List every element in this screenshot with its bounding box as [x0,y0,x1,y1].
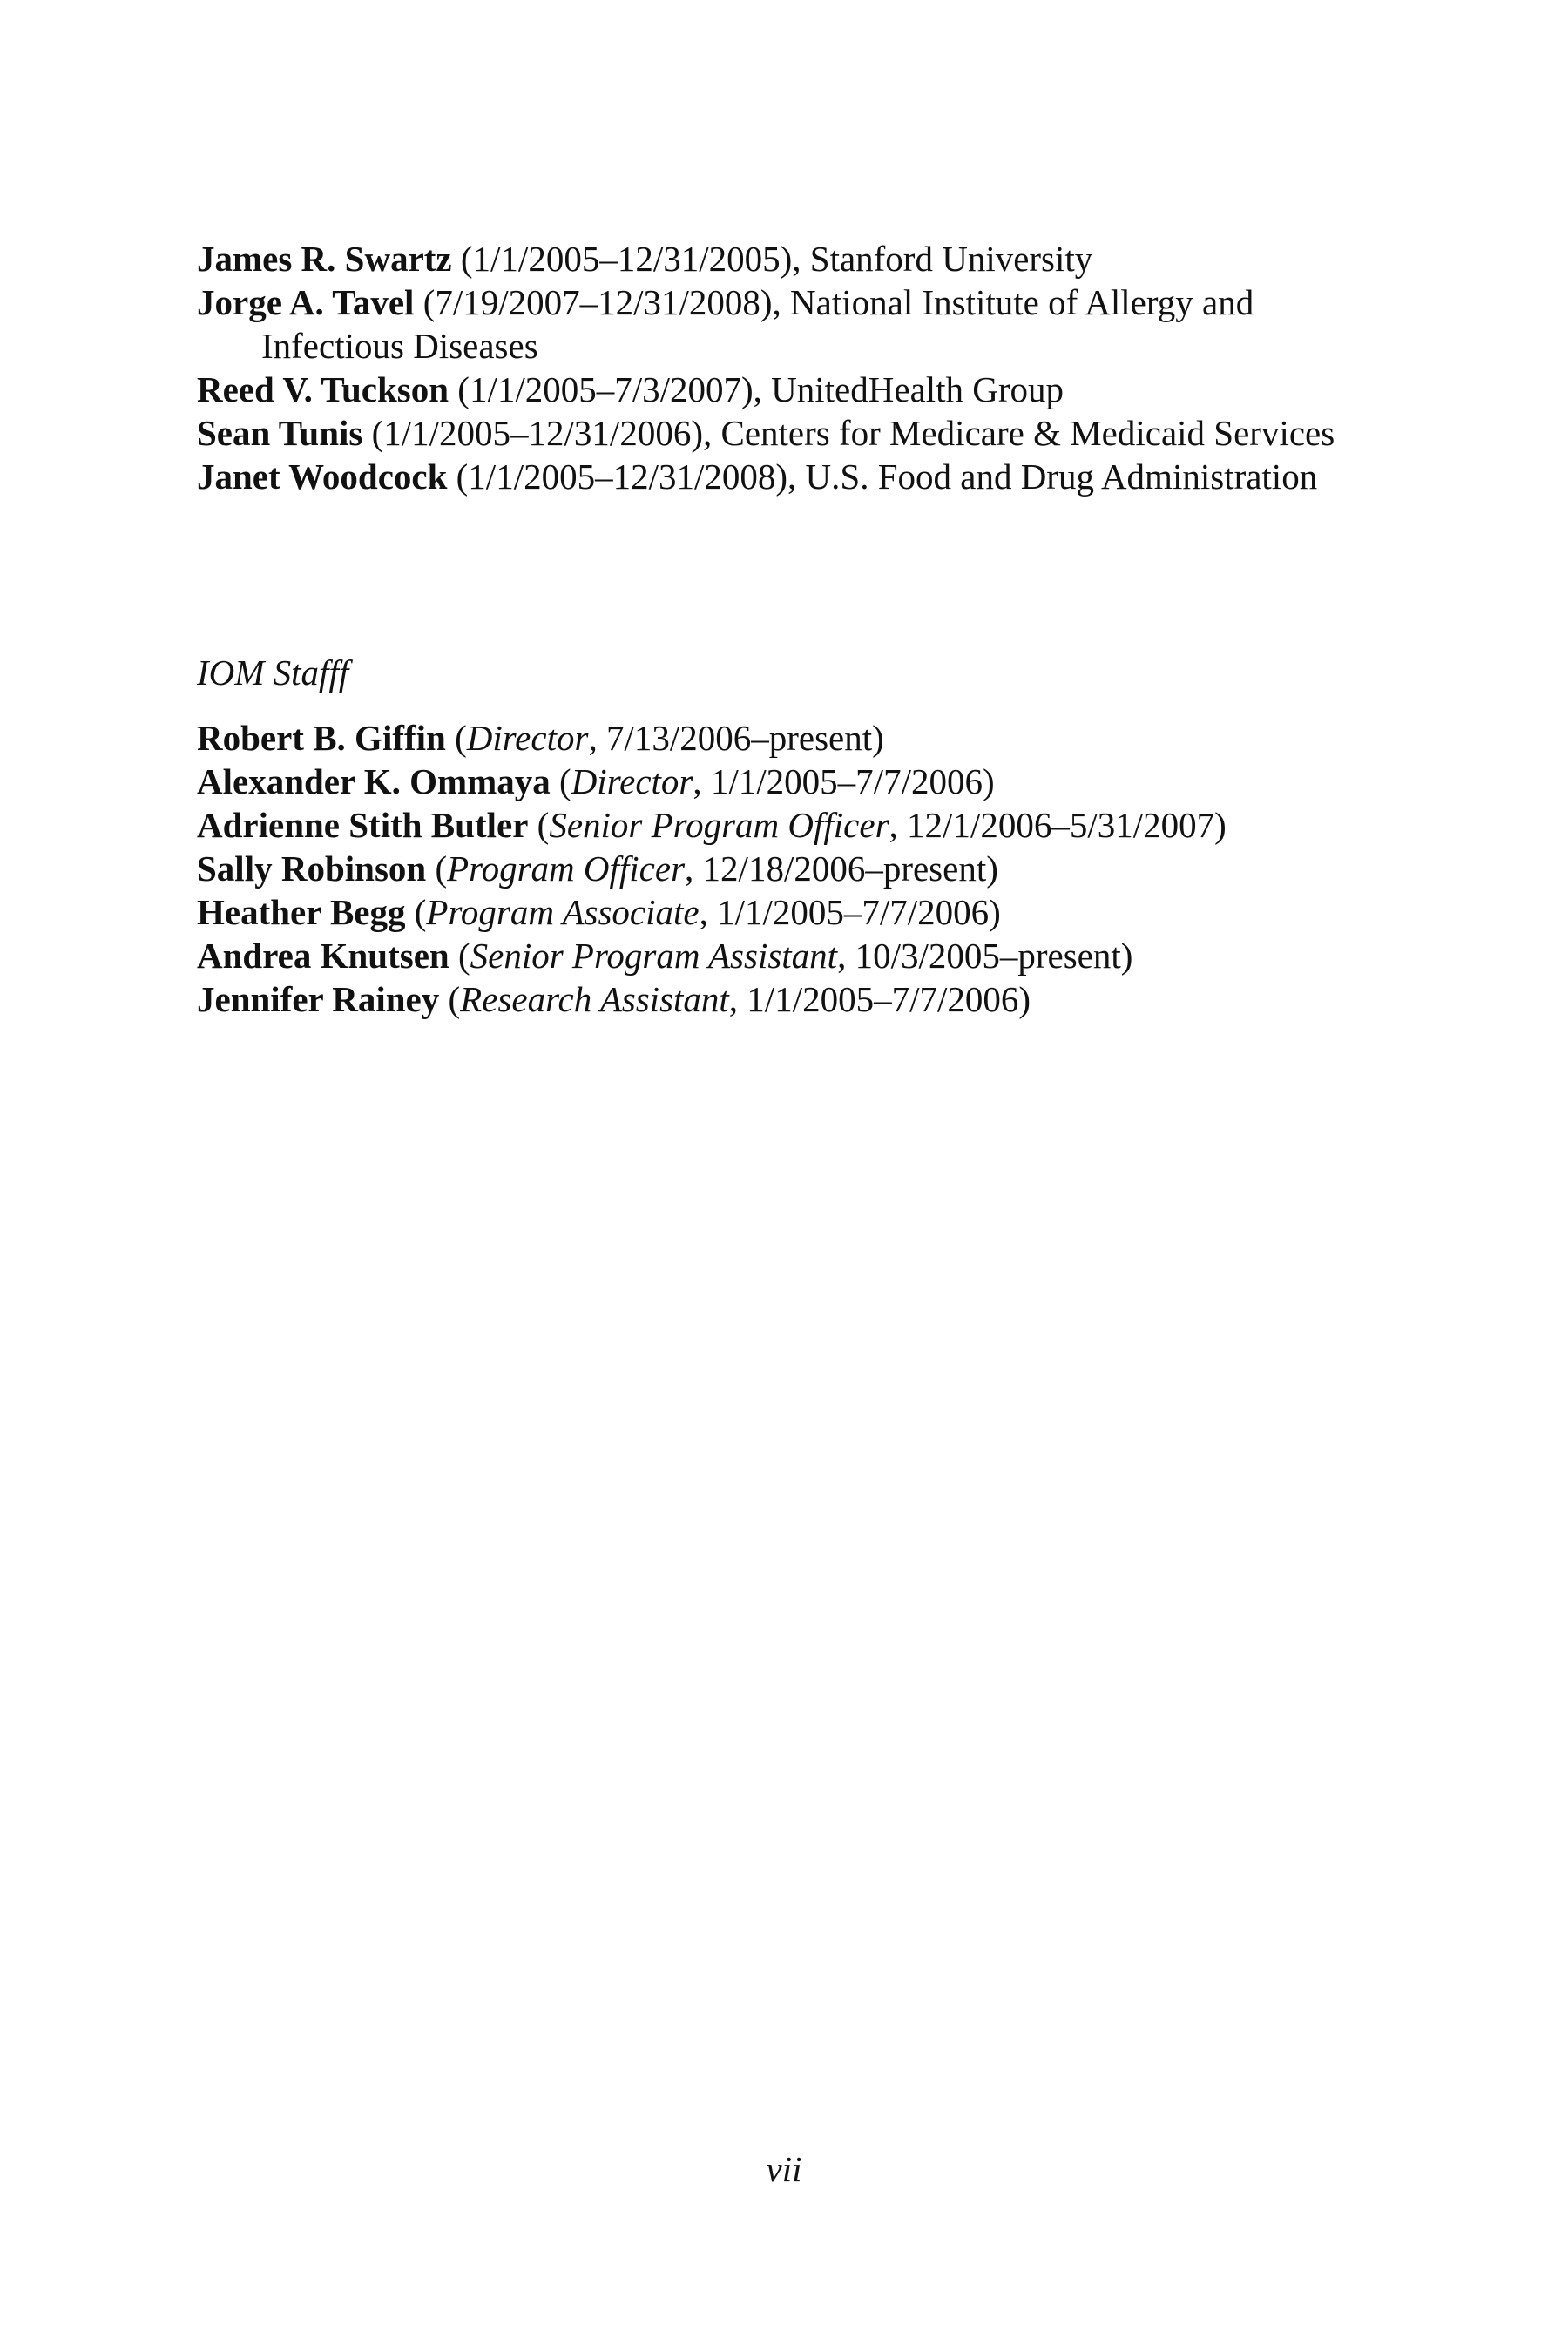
member-detail: (7/19/2007–12/31/2008), National Institute of Allergy and Infectious Diseases [261,282,1254,366]
member-entry [197,237,1373,280]
staff-role: Senior Program Assistant [470,936,838,976]
staff-dates: , 1/1/2005–7/7/2006) [693,761,995,801]
member-detail: (1/1/2005–7/3/2007), UnitedHealth Group [449,369,1064,409]
staff-name: Alexander K. Ommaya [197,761,551,801]
page-number: vii [766,2149,802,2189]
staff-entry [197,760,1373,803]
staff-open-paren: ( [405,892,427,932]
staff-open-paren: ( [550,761,571,801]
staff-entry [197,803,1373,847]
staff-role: Program Officer [447,848,686,889]
staff-open-paren: ( [449,936,470,976]
member-entry [197,368,1373,411]
staff-name: Heather Begg [197,892,406,932]
staff-open-paren: ( [445,718,467,758]
member-entry [197,455,1373,498]
staff-entry [197,716,1373,760]
staff-role: Director [466,718,589,758]
staff-name: Robert B. Giffin [197,718,446,758]
staff-open-paren: ( [439,979,461,1019]
member-name: Reed V. Tuckson [197,369,449,409]
member-entry [197,411,1373,455]
member-name: James R. Swartz [197,239,452,279]
staff-dates: , 10/3/2005–present) [837,936,1133,976]
staff-open-paren: ( [426,848,448,889]
member-name: Jorge A. Tavel [197,282,415,322]
staff-entry [197,890,1373,934]
staff-role: Program Associate [426,892,700,932]
staff-section-heading: IOM Stafff [197,652,349,693]
staff-open-paren: ( [528,805,550,845]
member-detail: (1/1/2005–12/31/2006), Centers for Medicare & Medicaid Services [362,413,1335,453]
staff-entry [197,977,1373,1021]
member-detail: (1/1/2005–12/31/2008), U.S. Food and Drug Administration [447,456,1318,497]
staff-dates: , 12/18/2006–present) [685,848,998,889]
staff-entry [197,934,1373,977]
staff-role: Research Assistant [460,979,729,1019]
staff-name: Andrea Knutsen [197,936,449,976]
staff-dates: , 1/1/2005–7/7/2006) [699,892,1001,932]
member-entry [197,280,1373,368]
staff-dates: , 1/1/2005–7/7/2006) [728,979,1031,1019]
committee-member-list [197,237,1373,498]
staff-name: Jennifer Rainey [197,979,440,1019]
staff-name: Sally Robinson [197,848,427,889]
staff-name: Adrienne Stith Butler [197,805,529,845]
member-name: Sean Tunis [197,413,363,453]
staff-role: Director [571,761,693,801]
staff-dates: , 12/1/2006–5/31/2007) [889,805,1227,845]
staff-list [197,716,1373,1021]
staff-entry [197,847,1373,890]
member-name: Janet Woodcock [197,456,448,497]
member-detail: (1/1/2005–12/31/2005), Stanford University [451,239,1093,279]
staff-dates: , 7/13/2006–present) [588,718,884,758]
staff-role: Senior Program Officer [549,805,889,845]
